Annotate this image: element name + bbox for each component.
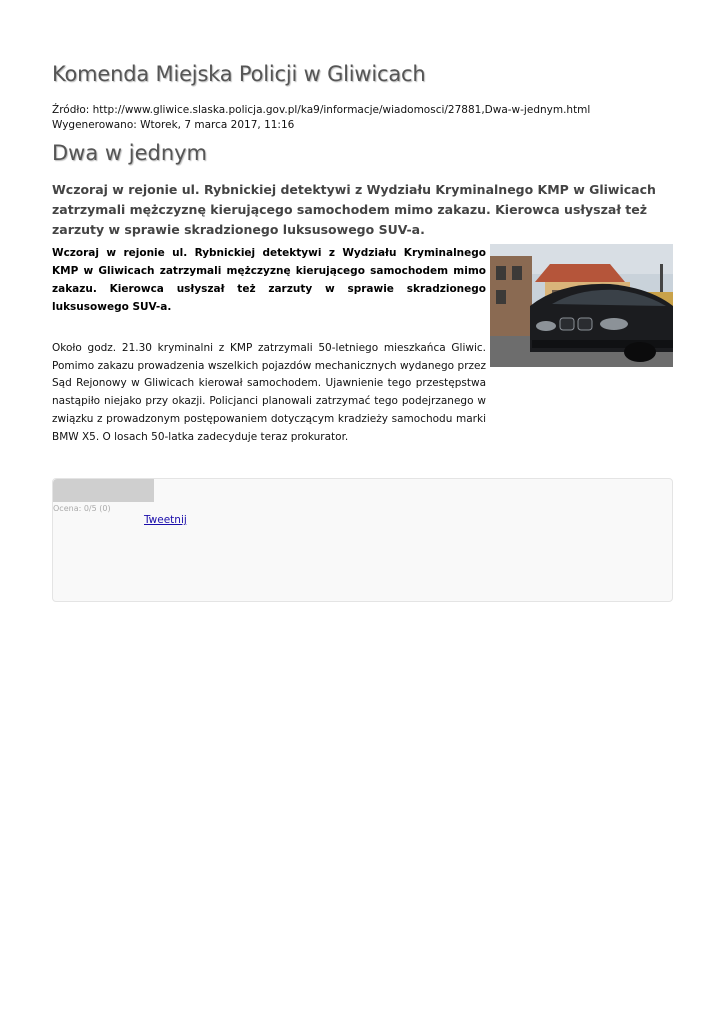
rating-stars-bar[interactable] <box>53 479 154 502</box>
source-line: Źródło: http://www.gliwice.slaska.policja.gov.pl/ka9/informacje/wiadomosci/27881,Dwa-w-jednym.html <box>52 104 591 116</box>
car-photo-image <box>490 244 673 367</box>
article-title: Dwa w jednym <box>52 141 208 165</box>
tweet-link[interactable]: Tweetnij <box>144 514 187 526</box>
article-lead: Wczoraj w rejonie ul. Rybnickiej detektywi z Wydziału Kryminalnego KMP w Gliwicach zatrzymali mężczyznę kierującego samochodem mimo zakazu. Kierowca usłyszał też zarzuty w sprawie skradzionego luksusowego SUV-a. <box>52 182 656 237</box>
generated-line: Wygenerowano: Wtorek, 7 marca 2017, 11:16 <box>52 119 295 131</box>
meta-info <box>52 103 590 133</box>
rating-panel <box>52 478 673 602</box>
site-title: Komenda Miejska Policji w Gliwicach <box>52 62 426 86</box>
article-photo <box>490 244 673 367</box>
rating-label: Ocena: 0/5 (0) <box>53 504 111 513</box>
article-lead-repeat: Wczoraj w rejonie ul. Rybnickiej detektywi z Wydziału Kryminalnego KMP w Gliwicach zatrzymali mężczyznę kierującego samochodem mimo zakazu. Kierowca usłyszał też zarzuty w sprawie skradzionego luksusowego SUV-a. <box>52 247 486 313</box>
article-body: Około godz. 21.30 kryminalni z KMP zatrzymali 50-letniego mieszkańca Gliwic. Pomimo zakazu prowadzenia wszelkich pojazdów mechanicznych wydanego przez Sąd Rejonowy w Gliwicach kierował samochodem. Ujawnienie tego przestępstwa nastąpiło niejako przy okazji. Policjanci planowali zatrzymać tego podejrzanego w związku z prowadzonym postępowaniem dotyczącym kradzieży samochodu marki BMW X5. O losach 50-latka zadecyduje teraz prokurator. <box>52 342 486 443</box>
